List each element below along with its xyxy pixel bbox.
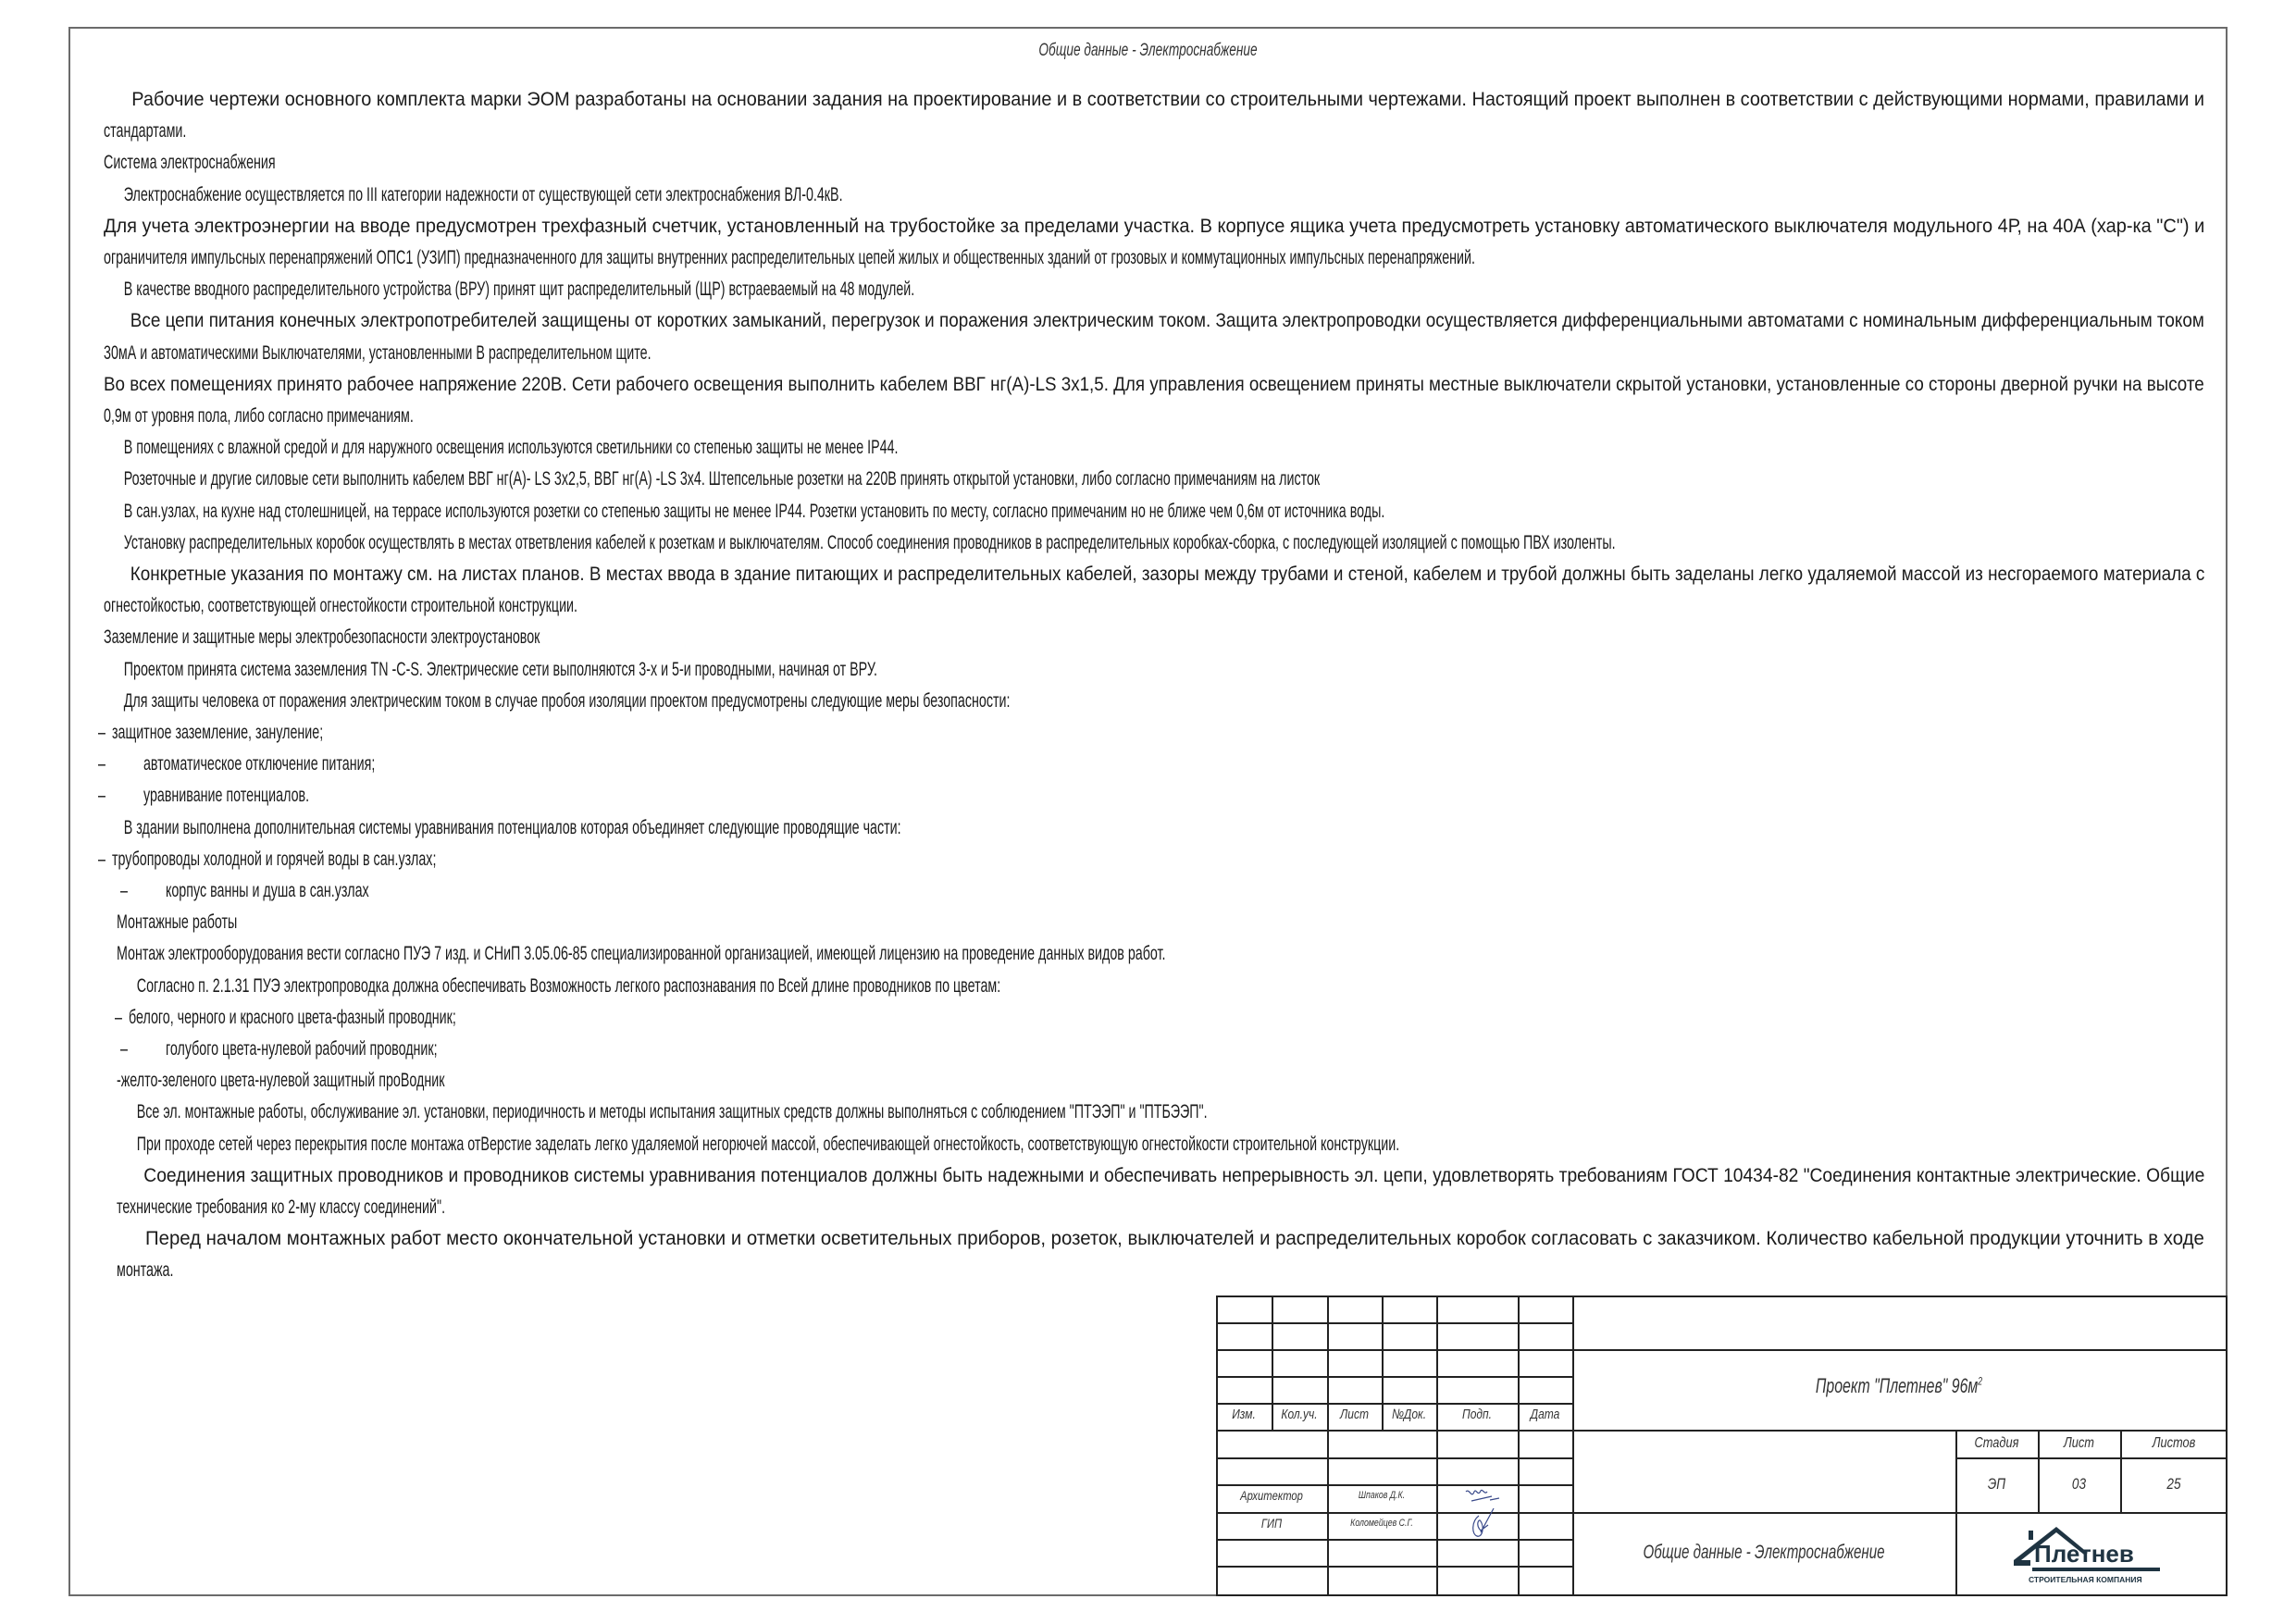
paragraph-line	[104, 659, 877, 681]
line-text: Монтажные работы	[117, 911, 238, 934]
company-logo	[2012, 1525, 2169, 1586]
header-n-dok: №Док.	[1391, 1407, 1427, 1422]
section-heading	[104, 152, 276, 174]
section-heading	[117, 911, 237, 934]
bullet-dash: –	[98, 722, 105, 743]
line-text: В качестве вводного распределительного устройства (ВРУ) принят щит распределительный (ЩР) встраеваемый на 48 модулей.	[123, 279, 915, 301]
line-text: Для учета электроэнергии на вводе предусмотрен трехфазный счетчик, установленный на трубостойке за пределами участка. В корпусе ящика учета предусмотреть установку автоматического выключателя модульного 4Р, на 40А (хар-ка "С") и	[104, 215, 2205, 237]
paragraph-line	[104, 532, 1616, 554]
line-text: Установку распределительных коробок осуществлять в местах ответвления кабелей к розеткам и выключателям. Способ соединения проводников в распределительных коробках-сборка, с последующей изоляцией с помощью ПВХ изоленты.	[123, 531, 1616, 553]
line-text: уравнивание потенциалов.	[143, 785, 310, 807]
line-text: Все эл. монтажные работы, обслуживание эл. установки, периодичность и методы испытания защитных средств должны выполняться с соблюдением "ПТЭЭП" и "ПТБЭЭП".	[136, 1101, 1208, 1123]
line-text: Перед началом монтажных работ место окончательной установки и отметки осветительных приборов, розеток, выключателей и распределительных коробок согласовать с заказчиком. Количество кабельной продукции уточнить в ходе	[145, 1228, 2204, 1250]
line-text: стандартами.	[104, 120, 187, 143]
list-item	[115, 1007, 456, 1029]
line-text: ограничителя импульсных перенапряжений ОПС1 (УЗИП) предназначенного для защиты внутренних распределительных цепей жилых и общественных зданий от грозовых и коммутационных импульсных перенапряжений.	[104, 247, 1475, 268]
logo-name: Плетнев	[2034, 1540, 2134, 1568]
paragraph-line	[104, 120, 186, 143]
line-text: 30мА и автоматическими Выключателями, установленными В распределительном щите.	[104, 341, 652, 364]
sheets-value: 25	[2166, 1475, 2181, 1493]
sheet-header-title: Общие данные - Электроснабжение	[1038, 41, 1258, 60]
paragraph-line	[117, 1259, 173, 1282]
line-text: Во всех помещениях принято рабочее напряжение 220В. Сети рабочего освещения выполнить кабелем ВВГ нг(А)-LS 3х1,5. Для управления освещением приняты местные выключатели скрытой установки, установленные со стороны дверной ручки на высоте	[104, 373, 2204, 395]
list-item	[98, 753, 375, 775]
line-text: технические требования ко 2-му классу соединений".	[117, 1196, 446, 1218]
line-text: Конкретные указания по монтажу см. на листах планов. В местах ввода в здание питающих и распределительных кабелей, зазоры между трубами и стеной, кабелем и трубой должны быть заделаны легко удаляемой массой из несгораемого материала с	[130, 564, 2205, 585]
line-text: Все цепи питания конечных электропотребителей защищены от коротких замыканий, перегрузок и поражения электрическим током. Защита электропроводки осуществляется дифференциальными автоматами с номинальным дифференциальным током	[130, 310, 2204, 332]
line-text: защитное заземление, зануление;	[111, 722, 324, 743]
line-text: Для защиты человека от поражения электрическим током в случае пробоя изоляции проектом предусмотрены следующие меры безопасности:	[123, 689, 1011, 712]
sheet-name: Общие данные - Электроснабжение	[1643, 1542, 1885, 1563]
paragraph-line	[104, 216, 2204, 238]
paragraph-line	[117, 975, 1000, 998]
line-text: В сан.узлах, на кухне над столешницей, на террасе используются розетки со степенью защиты не менее IP44. Розетки установить по месту, согласно примечаним но не ближе чем 0,6м от источника воды.	[123, 500, 1385, 522]
signature-gip	[1468, 1506, 1497, 1540]
project-name: Проект "Плетнев" $96м^2$	[1815, 1374, 1983, 1397]
paragraph-line	[117, 1070, 444, 1092]
line-text: Заземление и защитные меры электробезопасности электроустановок	[104, 626, 540, 649]
paragraph-line	[104, 564, 2204, 586]
line-text: Рабочие чертежи основного комплекта марки ЭОМ разработаны на основании задания на проектирование и в соответствии со строительными чертежами. Настоящий проект выполнен в соответствии с действующими нормами, правилами и	[131, 89, 2204, 110]
list-item	[98, 849, 436, 871]
line-text: Электроснабжение осуществляется по III категории надежности от существующей сети электроснабжения ВЛ-0.4кВ.	[123, 183, 843, 205]
line-text: Согласно п. 2.1.31 ПУЭ электропроводка должна обеспечивать Возможность легкого распознавания по Всей длине проводников по цветам:	[136, 974, 1001, 997]
bullet-dash: –	[120, 880, 128, 901]
list-item	[120, 880, 369, 902]
line-text: трубопроводы холодной и горячей воды в сан.узлах;	[111, 848, 437, 870]
bullet-dash: –	[98, 785, 105, 807]
signer-name: Коломейцев С.Г.	[1350, 1518, 1413, 1529]
line-text: Монтаж электрооборудования вести согласно ПУЭ 7 изд. и СНиП 3.05.06-85 специализированной организацией, имеющей лицензию на проведение данных видов работ.	[117, 943, 1166, 965]
bullet-dash: –	[120, 1038, 128, 1060]
signer-name: Шпаков Д.К.	[1358, 1490, 1406, 1501]
signature-architect	[1464, 1486, 1501, 1506]
bullet-dash: –	[98, 848, 105, 870]
sheets-label: Листов	[2152, 1435, 2196, 1451]
paragraph-line	[117, 1101, 1208, 1123]
line-text: голубого цвета-нулевой рабочий проводник;	[165, 1038, 438, 1060]
bullet-dash: –	[115, 1006, 122, 1028]
paragraph-line	[104, 501, 1384, 523]
paragraph-line	[104, 437, 899, 459]
paragraph-line	[104, 310, 2204, 332]
paragraph-line	[104, 468, 1320, 490]
line-text: Розеточные и другие силовые сети выполнить кабелем ВВГ нг(А)- LS 3х2,5, ВВГ нг(А) -LS 3х4. Штепсельные розетки на 220В принять открытой установки, либо согласно примечаниям на листок	[123, 468, 1321, 490]
signer-role: Архитектор	[1240, 1488, 1303, 1503]
stage-value: ЭП	[1987, 1475, 2006, 1493]
paragraph-line	[117, 943, 1165, 965]
paragraph-line	[104, 184, 843, 206]
bullet-dash: –	[98, 753, 105, 775]
header-data: Дата	[1530, 1407, 1560, 1422]
list-item	[120, 1038, 438, 1060]
sheet-label: Лист	[2064, 1435, 2094, 1451]
paragraph-line	[104, 342, 652, 365]
line-text: При проходе сетей через перекрытия после монтажа отВерстие заделать легко удаляемой негорючей массой, обеспечивающей огнестойкость, соответствующую огнестойкости строительной конструкции.	[136, 1133, 1400, 1155]
title-block	[1216, 1295, 2228, 1596]
line-text: Соединения защитных проводников и проводников системы уравнивания потенциалов должны быть надежными и обеспечивать непрерывность эл. цепи, удовлетворять требованиям ГОСТ 10434-82 "Соединения контактные электрические. Общие	[143, 1164, 2205, 1186]
line-text: автоматическое отключение питания;	[143, 753, 376, 775]
paragraph-line	[104, 595, 577, 617]
paragraph-line	[104, 279, 914, 301]
paragraph-line	[117, 1196, 445, 1219]
signer-role: ГИП	[1260, 1516, 1283, 1531]
line-text: -желто-зеленого цвета-нулевой защитный проВодник	[117, 1070, 445, 1092]
line-text: Проектом принята система заземления TN -C-S. Электрические сети выполняются 3-х и 5-и проводными, начиная от ВРУ.	[123, 658, 878, 680]
line-text: В помещениях с влажной средой и для наружного освещения используются светильники со степенью защиты не менее IP44.	[123, 437, 899, 459]
sheet-value: 03	[2071, 1475, 2087, 1493]
header-list: Лист	[1340, 1407, 1369, 1422]
paragraph-line	[117, 1134, 1399, 1156]
header-kol-uch: Кол.уч.	[1281, 1407, 1318, 1422]
section-heading	[104, 626, 540, 649]
line-text: монтажа.	[117, 1259, 174, 1282]
line-text: Система электроснабжения	[104, 152, 276, 174]
paragraph-line	[104, 89, 2204, 111]
paragraph-line	[104, 817, 901, 839]
paragraph-line	[104, 405, 414, 428]
line-text: огнестойкостью, соответствующей огнестойкости строительной конструкции.	[104, 595, 578, 617]
list-item	[98, 722, 323, 744]
line-text: 0,9м от уровня пола, либо согласно примечаниям.	[104, 405, 414, 427]
stage-label: Стадия	[1974, 1435, 2019, 1451]
line-text: В здании выполнена дополнительная системы уравнивания потенциалов которая объединяет следующие проводящие части:	[123, 816, 901, 838]
paragraph-line	[104, 374, 2204, 396]
logo-subtitle: СТРОИТЕЛЬНАЯ КОМПАНИЯ	[2029, 1575, 2142, 1584]
line-text: белого, черного и красного цвета-фазный проводник;	[128, 1006, 456, 1028]
header-podp: Подп.	[1462, 1407, 1492, 1422]
line-text: корпус ванны и душа в сан.узлах	[165, 880, 369, 901]
paragraph-line	[117, 1165, 2204, 1187]
paragraph-line	[104, 247, 1475, 269]
paragraph-line	[104, 690, 1010, 713]
header-izm: Изм.	[1232, 1407, 1256, 1422]
list-item	[98, 785, 309, 807]
paragraph-line	[117, 1228, 2204, 1250]
